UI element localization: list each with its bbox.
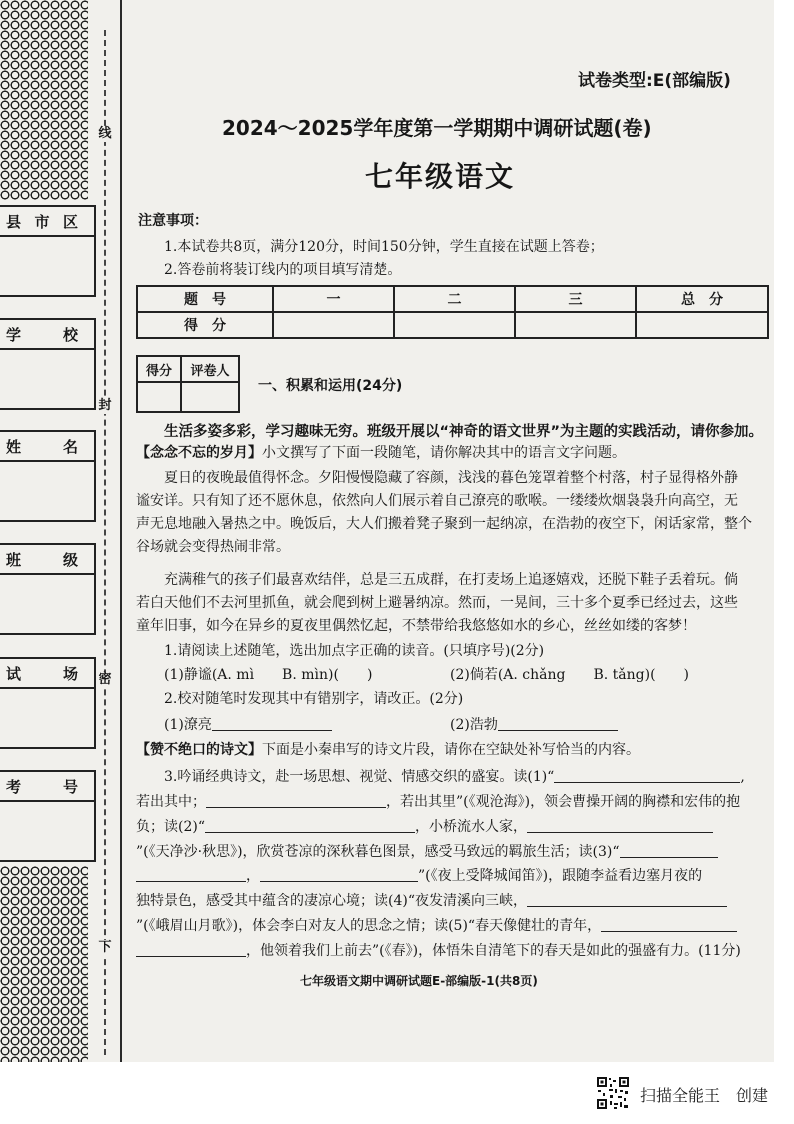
field-box[interactable]: [0, 462, 96, 522]
poem-text: 3.吟诵经典诗文，赴一场思想、视觉、情感交织的盛宴。读(1)“: [164, 769, 555, 785]
poem-text: 负；读(2)“: [136, 819, 205, 835]
grader-name-cell[interactable]: [181, 382, 239, 412]
answer-blank[interactable]: [527, 892, 727, 907]
poem-tag: 【赞不绝口的诗文】: [136, 742, 262, 758]
field-county[interactable]: [0, 205, 96, 297]
binding-solid-line: [120, 0, 122, 1062]
poem-text: 独特景色，感受其中蕴含的凄凉心境；读(4)“夜发清溪向三峡，: [136, 893, 527, 909]
question-2-item-b-label: (2)浩勃: [450, 717, 498, 733]
answer-blank[interactable]: [212, 716, 332, 731]
field-box[interactable]: [0, 689, 96, 749]
poem-text: ”(《天净沙·秋思》)，欣赏苍凉的深秋暮色图景，感受马致远的羁旅生活；读(3)“: [136, 844, 620, 860]
binding-holes-bottom: [0, 866, 88, 1062]
poem-text: ，他领着我们上前去”(《春》)，体悟朱自清笔下的春天是如此的强盛有力。(11分): [246, 943, 741, 959]
essay-instruction: 小文撰写了下面一段随笔，请你解决其中的语言文字问题。: [262, 445, 626, 461]
field-box[interactable]: [0, 350, 96, 410]
field-box[interactable]: [0, 802, 96, 862]
poem-instruction: 下面是小秦串写的诗文片段，请你在空缺处补写恰当的内容。: [262, 742, 640, 758]
answer-blank[interactable]: [601, 917, 737, 932]
score-header: 总 分: [636, 286, 768, 312]
score-header: 题 号: [137, 286, 273, 312]
answer-blank[interactable]: [527, 818, 713, 833]
field-class[interactable]: [0, 543, 96, 635]
essay-line: 童年旧事，如今在异乡的夏夜里偶然忆起，不禁带给我悠悠如水的乡心，丝丝如缕的客梦！: [136, 618, 696, 634]
field-exam-room[interactable]: [0, 657, 96, 749]
essay-line: 声无息地融入暑热之中。晚饭后，大人们搬着凳子聚到一起纳凉，在浩勃的夜空下，闲话家常，整个: [136, 516, 752, 532]
scanner-watermark: 扫描全能王 创建: [640, 1086, 769, 1105]
field-box[interactable]: [0, 575, 96, 635]
poem-text: ”(《夜上受降城闻笛》)，跟随李益看边塞月夜的: [418, 868, 703, 884]
answer-blank[interactable]: [136, 867, 246, 882]
binding-marker: 下: [98, 940, 112, 955]
field-label: 考: [6, 777, 22, 796]
field-label: 校: [62, 325, 78, 344]
exam-title: 2024～2025学年度第一学期期中调研试题(卷): [222, 116, 652, 140]
field-label: 姓: [6, 437, 22, 456]
notice-heading: 注意事项：: [138, 213, 208, 229]
activity-intro: 生活多姿多彩，学习趣味无穷。班级开展以“神奇的语文世界”为主题的实践活动，请你参加。: [164, 424, 764, 440]
poem-text: ，: [246, 868, 260, 884]
poem-text: ，若出其里”(《观沧海》)，领会曹操开阔的胸襟和宏伟的抱: [386, 794, 741, 810]
question-1-option-a[interactable]: (1)静谧(A. mì B. mìn)( ): [164, 667, 373, 683]
notice-item: 2.答卷前将装订线内的项目填写清楚。: [164, 262, 402, 278]
question-2-stem: 2.校对随笔时发现其中有错别字，请改正。(2分): [164, 691, 464, 707]
score-row-label: 得 分: [137, 312, 273, 338]
essay-tag: 【念念不忘的岁月】: [136, 445, 262, 461]
poem-text: 若出其中；: [136, 794, 206, 810]
question-1-option-b[interactable]: (2)倘若(A. chǎng B. tǎng)( ): [450, 667, 690, 683]
answer-blank[interactable]: [554, 768, 740, 783]
section-heading: 一、积累和运用(24分): [258, 378, 403, 394]
answer-blank[interactable]: [260, 867, 418, 882]
field-box[interactable]: [0, 237, 96, 297]
field-school[interactable]: [0, 318, 96, 410]
notice-item: 1.本试卷共8页，满分120分，时间150分钟，学生直接在试题上答卷；: [164, 239, 604, 255]
score-cell[interactable]: [394, 312, 515, 338]
field-label: 场: [62, 664, 78, 683]
grader-score-label: 得分: [137, 356, 181, 382]
field-label: 试: [6, 664, 22, 683]
answer-blank[interactable]: [620, 843, 718, 858]
score-cell[interactable]: [515, 312, 636, 338]
field-label: 号: [62, 777, 78, 796]
poem-text: ，小桥流水人家，: [415, 819, 527, 835]
question-2-item-a: [164, 715, 332, 735]
essay-line: 谧安详。只有知了还不愿休息，依然向人们展示着自己潦亮的歌喉。一缕缕炊烟袅袅升向高空，无: [136, 493, 738, 509]
field-label: 县: [6, 212, 22, 231]
score-header: 二: [394, 286, 515, 312]
answer-blank[interactable]: [498, 716, 618, 731]
subject-title: 七年级语文: [365, 160, 516, 193]
score-cell[interactable]: [273, 312, 394, 338]
poem-text: ”(《峨眉山月歌》)，体会李白对友人的思念之情；读(5)“春天像健壮的青年，: [136, 918, 602, 934]
binding-marker: 线: [98, 126, 112, 141]
binding-holes-top: [0, 0, 88, 200]
essay-line: 若白天他们不去河里抓鱼，就会爬到树上避暑纳凉。然而，一晃间，三十多个夏季已经过去，这些: [136, 595, 738, 611]
essay-line: 夏日的夜晚最值得怀念。夕阳慢慢隐藏了容颜，浅浅的暮色笼罩着整个村落，村子显得格外静: [164, 470, 738, 486]
answer-blank[interactable]: [136, 942, 246, 957]
essay-line: 谷场就会变得热闹非常。: [136, 539, 290, 555]
question-2-item-a-label: (1)潦亮: [164, 717, 212, 733]
page-footer: 七年级语文期中调研试题E-部编版-1(共8页): [300, 974, 538, 988]
field-label: 学: [6, 325, 22, 344]
score-table: [136, 285, 769, 339]
question-1-stem: 1.请阅读上述随笔，选出加点字正确的读音。(只填序号)(2分): [164, 643, 545, 659]
score-header: 一: [273, 286, 394, 312]
grader-table: [136, 355, 240, 413]
score-cell[interactable]: [636, 312, 768, 338]
grader-label: 评卷人: [181, 356, 239, 382]
field-label: 级: [62, 550, 78, 569]
exam-type-label: 试卷类型:E(部编版): [578, 71, 731, 91]
answer-blank[interactable]: [205, 818, 415, 833]
answer-blank[interactable]: [206, 793, 386, 808]
binding-marker: 封: [98, 398, 112, 413]
exam-paper: 线 封 密 下 县 市 区 学 校 姓 名 班 级 试 场 考 号 试卷类型:E(部编版) 2024～2025学年度第一学期期中调研试题(卷) 七年级语文 注意事项： 1.本试卷共8页，满分120分，时间150分钟，学生直接在试题上答卷； 2.答卷前将装订线内的项目填写清楚。 题 号 一 二 三 总 分 得 分 得分 评卷人 一、积累和运用(24分) 生活多姿多彩，学习趣味无穷。班级开展以“神奇的语文世界”为主题的实践活动，请你参加。 【念念不忘的岁月】小文撰写了下面一段随笔，请你解决其中的语言文字问题。 夏日的夜晚最值得怀念。夕阳慢慢隐藏了容颜，浅浅的暮色笼罩着整个村落，村子显得格外静 谧安详。只有知了还不愿休息，依然向人们展示着自己潦亮的歌喉。一缕缕炊烟袅袅升向高空，无 声无息地融入暑热之中。晚饭后，大人们搬着凳子聚到一起纳凉，在浩勃的夜空下，闲话家常，整个 谷场就会变得热闹非常。 充满稚气的孩子们最喜欢结伴，总是三五成群，在打麦场上追逐嬉戏，还脱下鞋子丢着玩。倘 若白天他们不去河里抓鱼，就会爬到树上避暑纳凉。然而，一晃间，三十多个夏季已经过去，这些 童年旧事，如今在异乡的夏夜里偶然忆起，不禁带给我悠悠如水的乡心，丝丝如缕的客梦！ 1.请阅读上述随笔，选出加点字正确的读音。(只填序号)(2分) (1)静谧(A. mì B. mìn)( ) (2)倘若(A. chǎng B. tǎng)( ) 2.校对随笔时发现其中有错别字，请改正。(2分) (1)潦亮 (2)浩勃 【赞不绝口的诗文】下面是小秦串写的诗文片段，请你在空缺处补写恰当的内容。 3.吟诵经典诗文，赴一场思想、视觉、情感交织的盛宴。读(1)“ , 若出其中； ，若出其里”(《观沧海》)，领会曹操开阔的胸襟和宏伟的抱 负；读(2)“ ，小桥流水人家， ”(《天净沙·秋思》)，欣赏苍凉的深秋暮色图景，感受马致远的羁旅生活；读(3)“ ， ”(《夜上受降城闻笛》)，跟随李益看边塞月夜的 独特景色，感受其中蕴含的凄凉心境；读(4)“夜发清溪向三峡， ”(《峨眉山月歌》)，体会李白对友人的思念之情；读(5)“春天像健壮的青年， ，他领着我们上前去”(《春》)，体悟朱自清笔下的春天是如此的强盛有力。(11分) 七年级语文期中调研试题E-部编版-1(共8页): [0, 0, 774, 1062]
grader-score-cell[interactable]: [137, 382, 181, 412]
question-2-item-b: [450, 715, 618, 735]
field-label: 名: [62, 437, 78, 456]
binding-dashed-line: [104, 30, 106, 1055]
qr-code-icon: [596, 1076, 630, 1110]
field-label: 市: [34, 212, 50, 231]
field-label: 区: [62, 212, 78, 231]
field-exam-number[interactable]: [0, 770, 96, 862]
binding-marker: 密: [98, 672, 112, 687]
field-label: 班: [6, 550, 22, 569]
field-name[interactable]: [0, 430, 96, 522]
score-header: 三: [515, 286, 636, 312]
essay-line: 充满稚气的孩子们最喜欢结伴，总是三五成群，在打麦场上追逐嬉戏，还脱下鞋子丢着玩。倘: [164, 572, 738, 588]
